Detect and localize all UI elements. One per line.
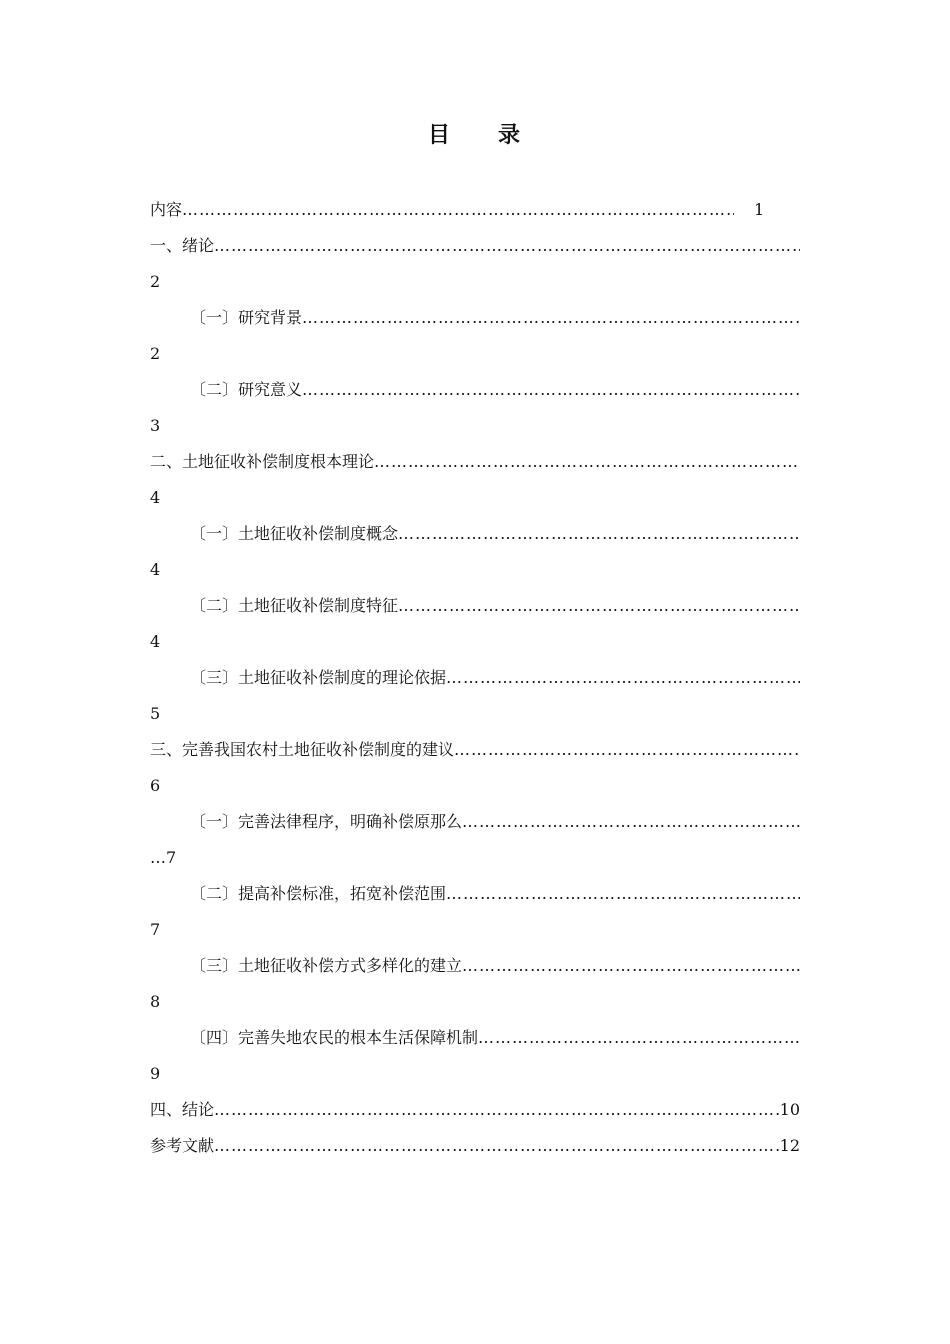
toc-label: 〔一〕研究背景 <box>190 308 303 327</box>
toc-entry-references[interactable] <box>150 1128 800 1164</box>
title-char-2: 录 <box>498 122 523 148</box>
toc-label: 〔二〕研究意义 <box>190 380 303 399</box>
toc-page-number: 3 <box>150 416 161 435</box>
toc-label: 〔一〕土地征收补偿制度概念 <box>190 524 399 543</box>
toc-label: 内容 <box>150 200 183 219</box>
toc-leader-dots <box>182 192 734 228</box>
toc-page-number: 12 <box>779 1136 800 1155</box>
toc-leader-dots <box>462 948 800 984</box>
toc-leader-dots <box>214 1128 780 1164</box>
toc-leader-dots <box>214 228 800 264</box>
toc-entry-1-1[interactable] <box>150 300 800 336</box>
toc-entry-2[interactable] <box>150 444 800 480</box>
toc-entry-1[interactable] <box>150 228 800 264</box>
toc-entry-3-3[interactable] <box>150 948 800 984</box>
toc-label: 〔二〕土地征收补偿制度特征 <box>190 596 399 615</box>
toc-entry-3-1[interactable] <box>150 804 800 840</box>
toc-page-number: 10 <box>779 1100 800 1119</box>
toc-label: 二、土地征收补偿制度根本理论 <box>150 452 375 471</box>
toc-page-number: 1 <box>754 200 765 219</box>
toc-leader-dots <box>446 660 800 696</box>
toc-leader-dots <box>302 372 800 408</box>
toc-entry-3-4[interactable] <box>150 1020 800 1056</box>
toc-leader-dots <box>446 876 800 912</box>
toc-entry-3-2[interactable] <box>150 876 800 912</box>
toc-entry-intro[interactable] <box>150 192 800 228</box>
toc-entry-2-2[interactable] <box>150 588 800 624</box>
title-char-1: 目 <box>427 122 452 148</box>
toc-page-number: 4 <box>150 632 161 651</box>
toc-label: 〔三〕土地征收补偿制度的理论依据 <box>190 668 447 687</box>
toc-page-number: 4 <box>150 560 161 579</box>
toc-label: 三、完善我国农村土地征收补偿制度的建议 <box>150 740 455 759</box>
toc-label: 〔一〕完善法律程序，明确补偿原那么 <box>190 812 463 831</box>
toc-leader-dots <box>462 804 800 840</box>
toc-page-number: …7 <box>150 848 177 867</box>
toc-label: 一、绪论 <box>150 236 215 255</box>
toc-page-number: 7 <box>150 920 161 939</box>
toc-leader-dots <box>374 444 800 480</box>
toc-leader-dots <box>214 1092 780 1128</box>
toc-label: 〔四〕完善失地农民的根本生活保障机制 <box>190 1028 479 1047</box>
toc-page-number: 2 <box>150 272 161 291</box>
toc-label: 四、结论 <box>150 1100 215 1119</box>
toc-label: 〔二〕提高补偿标准，拓宽补偿范围 <box>190 884 447 903</box>
toc-page-number: 8 <box>150 992 161 1011</box>
toc-entry-2-3[interactable] <box>150 660 800 696</box>
toc-entry-3[interactable] <box>150 732 800 768</box>
page-title <box>0 118 950 149</box>
toc-leader-dots <box>302 300 800 336</box>
toc-leader-dots <box>454 732 800 768</box>
toc-entry-2-1[interactable] <box>150 516 800 552</box>
toc-page-number: 4 <box>150 488 161 507</box>
toc-leader-dots <box>398 588 800 624</box>
toc-entry-conclusion[interactable] <box>150 1092 800 1128</box>
toc-label: 参考文献 <box>150 1136 215 1155</box>
toc-page-number: 6 <box>150 776 161 795</box>
table-of-contents <box>150 192 800 1164</box>
toc-page-number: 2 <box>150 344 161 363</box>
toc-entry-1-2[interactable] <box>150 372 800 408</box>
toc-label: 〔三〕土地征收补偿方式多样化的建立 <box>190 956 463 975</box>
toc-page-number: 9 <box>150 1064 161 1083</box>
toc-leader-dots <box>398 516 800 552</box>
toc-page-number: 5 <box>150 704 161 723</box>
toc-leader-dots <box>478 1020 800 1056</box>
